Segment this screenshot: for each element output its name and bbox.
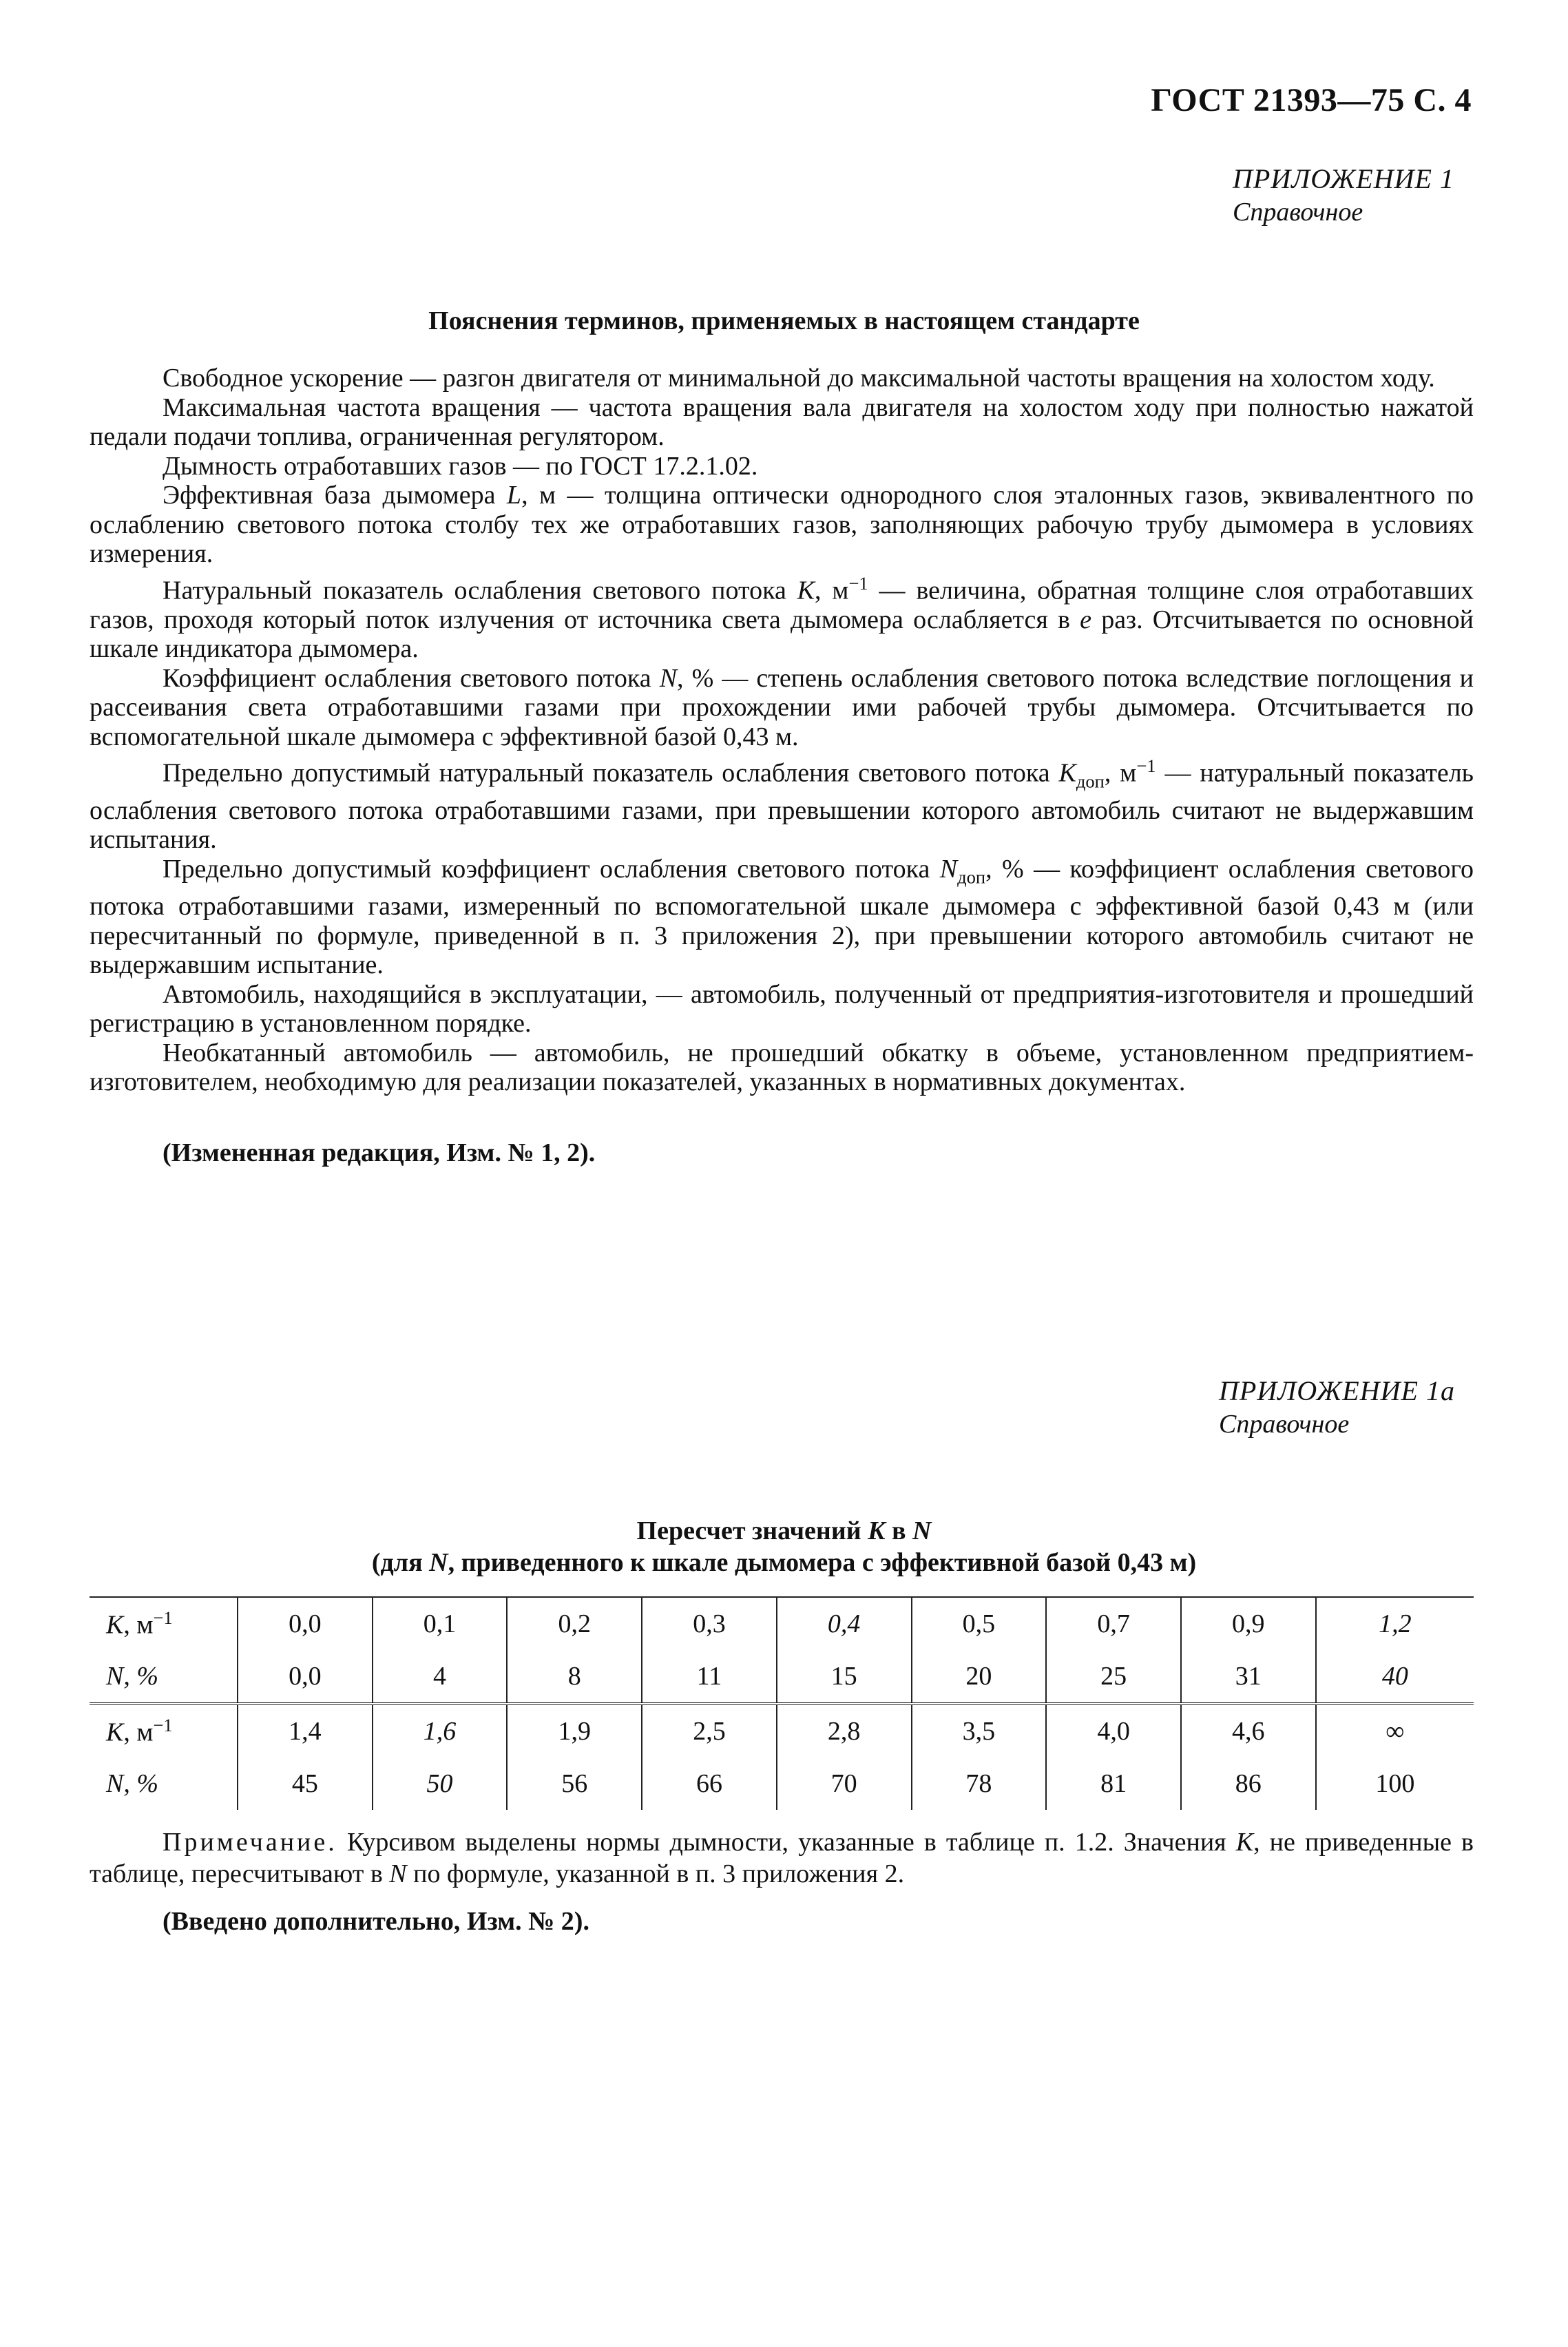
- n-label: N, %: [106, 1769, 158, 1798]
- table-note: Примечание. Курсивом выделены нормы дымности, указанные в таблице п. 1.2. Значения K, не приведенные в таблице, пересчитывают в N по формуле, указанной в п. 3 приложения 2.: [90, 1828, 1474, 1888]
- table-cell: 81: [1046, 1757, 1181, 1810]
- k-to-n-table: [90, 1596, 1474, 1810]
- k-label: K, $м^{-1}$: [90, 1704, 238, 1757]
- table-cell: 0,2: [507, 1597, 642, 1650]
- table-cell: 3,5: [912, 1704, 1047, 1757]
- note-label: Примечание.: [163, 1828, 337, 1857]
- term-max-attenuation-coefficient: Предельно допустимый коэффициент ослабления светового потока $N_{доп}$, % — коэффициент ослабления светового потока отработавшими газами, измеренный по вспомогательной шкале дымомера с эффективной базой 0,43 м (или пересчитанный по формуле, приведенной в п. 3 приложения 2), при превышении которого автомобиль считают не выдержавшим испытание.: [90, 854, 1474, 979]
- page-header: ГОСТ 21393—75 С. 4: [1151, 82, 1472, 118]
- k-label: K, $м^{-1}$: [90, 1597, 238, 1650]
- table-cell: 66: [642, 1757, 777, 1810]
- terms-revision-note: (Измененная редакция, Изм. № 1, 2).: [163, 1138, 596, 1167]
- table-cell: 70: [777, 1757, 912, 1810]
- appendix-1-type: Справочное: [1233, 198, 1363, 227]
- table-cell: 0,9: [1181, 1597, 1316, 1650]
- term-max-natural-index: Предельно допустимый натуральный показатель ослабления светового потока $K_{доп}$, $м^{-1}$ — натуральный показатель ослабления светового потока отработавшими газами, при превышении которого автомобиль считают не выдержавшим испытания.: [90, 755, 1474, 855]
- term-attenuation-coefficient: Коэффициент ослабления светового потока N, % — степень ослабления светового потока вследствие поглощения и рассеивания света отработавшими газами при прохождении ими рабочей трубы дымомера. Отсчитывается по вспомогательной шкале дымомера с эффективной базой 0,43 м.: [90, 663, 1474, 751]
- table-cell: 1,6: [373, 1704, 508, 1757]
- addition-note: (Введено дополнительно, Изм. № 2).: [163, 1907, 589, 1936]
- table-cell: 31: [1181, 1650, 1316, 1704]
- table-cell: 45: [238, 1757, 373, 1810]
- table-cell: 0,4: [777, 1597, 912, 1650]
- table-cell: 4,0: [1046, 1704, 1181, 1757]
- table-cell: 40: [1316, 1650, 1474, 1704]
- appendix-1-title: ПРИЛОЖЕНИЕ 1: [1233, 163, 1454, 194]
- table-cell: 1,9: [507, 1704, 642, 1757]
- table-row-k-1: [90, 1597, 1474, 1650]
- table-cell: 0,1: [373, 1597, 508, 1650]
- table-cell: 25: [1046, 1650, 1181, 1704]
- table-heading-line1: Пересчет значений K в N: [636, 1516, 932, 1545]
- table-cell: 0,7: [1046, 1597, 1181, 1650]
- table-cell: 0,5: [912, 1597, 1047, 1650]
- table-cell: 78: [912, 1757, 1047, 1810]
- table-cell: ∞: [1316, 1704, 1474, 1757]
- terms-list: [90, 364, 1474, 1097]
- table-cell: 0,0: [238, 1597, 373, 1650]
- table-cell: 1,4: [238, 1704, 373, 1757]
- appendix-1a-label: [1219, 1375, 1455, 1441]
- term-unbroken-vehicle: Необкатанный автомобиль — автомобиль, не прошедший обкатку в объеме, установленном предприятием-изготовителем, необходимую для реализации показателей, указанных в нормативных документах.: [90, 1038, 1474, 1096]
- table-cell: 50: [373, 1757, 508, 1810]
- table-cell: 0,0: [238, 1650, 373, 1704]
- table-cell: 2,5: [642, 1704, 777, 1757]
- table-cell: 2,8: [777, 1704, 912, 1757]
- table-cell: 0,3: [642, 1597, 777, 1650]
- table-cell: 8: [507, 1650, 642, 1704]
- term-exhaust-smoke: Дымность отработавших газов — по ГОСТ 17.2.1.02.: [163, 451, 758, 481]
- table-cell: 20: [912, 1650, 1047, 1704]
- table-row-n-2: [90, 1757, 1474, 1810]
- table-cell: 4: [373, 1650, 508, 1704]
- term-natural-index: Натуральный показатель ослабления светового потока K, $м^{-1}$ — величина, обратная толщине слоя отработавших газов, проходя который поток излучения от источника света дымомера ослабляется в e раз. Отсчитывается по основной шкале индикатора дымомера.: [90, 572, 1474, 664]
- terms-heading: Пояснения терминов, применяемых в настоящем стандарте: [428, 306, 1140, 335]
- appendix-1a-title: ПРИЛОЖЕНИЕ 1а: [1219, 1375, 1455, 1406]
- term-vehicle-in-service: Автомобиль, находящийся в эксплуатации, — автомобиль, полученный от предприятия-изготовителя и прошедший регистрацию в установленном порядке.: [90, 979, 1474, 1038]
- table-cell: 56: [507, 1757, 642, 1810]
- table-cell: 15: [777, 1650, 912, 1704]
- table-cell: 86: [1181, 1757, 1316, 1810]
- table-cell: 11: [642, 1650, 777, 1704]
- term-max-rotation: Максимальная частота вращения — частота вращения вала двигателя на холостом ходу при полностью нажатой педали подачи топлива, ограниченная регулятором.: [90, 393, 1474, 451]
- term-free-acceleration: Свободное ускорение — разгон двигателя от минимальной до максимальной частоты вращения на холостом ходу.: [163, 364, 1435, 393]
- table-cell: 1,2: [1316, 1597, 1474, 1650]
- table-row-k-2: [90, 1704, 1474, 1757]
- table-cell: 100: [1316, 1757, 1474, 1810]
- term-effective-base: Эффективная база дымомера L, м — толщина оптически однородного слоя эталонных газов, эквивалентного по ослаблению светового потока столбу тех же отработавших газов, заполняющих рабочую трубу дымомера в условиях измерения.: [90, 481, 1474, 568]
- table-cell: 4,6: [1181, 1704, 1316, 1757]
- table-row-n-1: [90, 1650, 1474, 1704]
- n-label: N, %: [106, 1662, 158, 1691]
- table-heading: [0, 1515, 1568, 1578]
- appendix-1a-type: Справочное: [1219, 1410, 1350, 1439]
- appendix-1-label: [1233, 163, 1454, 229]
- table-heading-line2: (для N, приведенного к шкале дымомера с эффективной базой 0,43 м): [371, 1548, 1197, 1577]
